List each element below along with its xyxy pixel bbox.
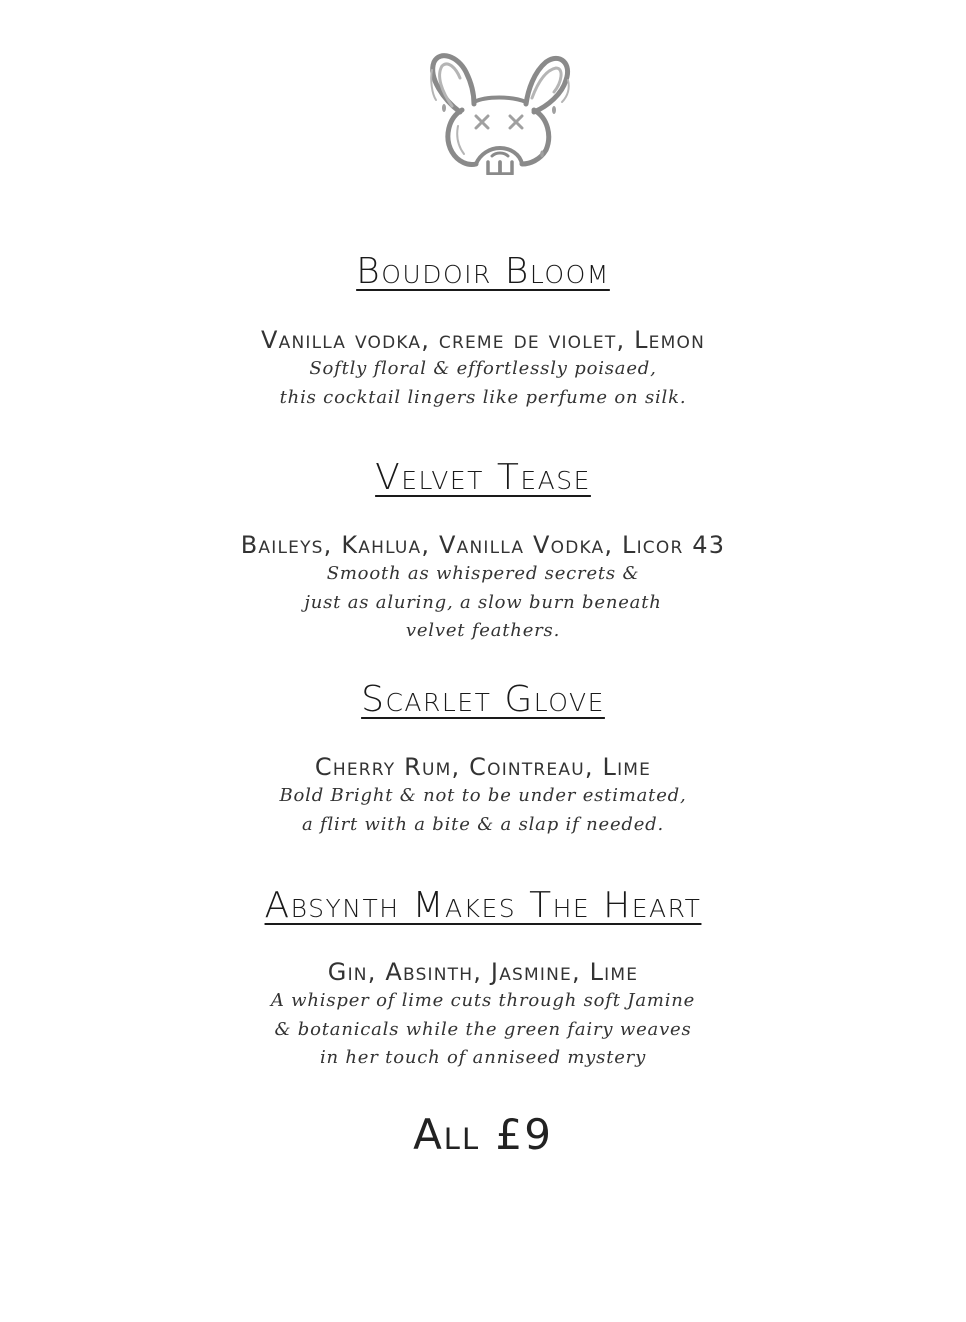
menu-item <box>0 678 966 722</box>
cocktail-name: Boudoir Bloom <box>356 251 610 292</box>
cocktail-ingredients: Cherry Rum, Cointreau, Lime <box>314 753 652 781</box>
cocktail-description-line: a flirt with a bite & a slap if needed. <box>301 813 665 835</box>
menu-item <box>0 456 966 500</box>
menu-item-details <box>0 530 966 646</box>
cocktail-ingredients: Gin, Absinth, Jasmine, Lime <box>327 958 639 986</box>
price-footer: All £9 <box>413 1110 553 1159</box>
cocktail-description-line: A whisper of lime cuts through soft Jamine <box>270 990 696 1011</box>
cocktail-name: Absynth Makes The Heart <box>264 885 702 926</box>
menu-item-details <box>0 957 966 1073</box>
cocktail-description-line: in her touch of anniseed mystery <box>319 1047 647 1068</box>
menu-item <box>0 250 966 294</box>
cocktail-ingredients: Vanilla vodka, creme de violet, Lemon <box>261 326 705 354</box>
cocktail-name: Scarlet Glove <box>361 679 605 720</box>
cocktail-description-line: Bold Bright & not to be under estimated, <box>279 785 687 806</box>
menu-item <box>0 884 966 928</box>
cocktail-description-line: Smooth as whispered secrets & <box>326 563 640 584</box>
cocktail-ingredients: Baileys, Kahlua, Vanilla Vodka, Licor 43 <box>240 531 726 559</box>
menu-item-details <box>0 325 966 412</box>
rabbit-head-icon <box>422 50 572 175</box>
cocktail-description-line: & botanicals while the green fairy weaves <box>274 1018 692 1040</box>
menu-item-details <box>0 752 966 839</box>
cocktail-description-line: velvet feathers. <box>405 620 561 641</box>
cocktail-description-line: this cocktail lingers like perfume on silk. <box>279 386 687 408</box>
cocktail-description-line: just as aluring, a slow burn beneath <box>304 591 662 613</box>
cocktail-description-line: Softly floral & effortlessly poisaed, <box>309 358 657 379</box>
cocktail-name: Velvet Tease <box>375 457 591 498</box>
